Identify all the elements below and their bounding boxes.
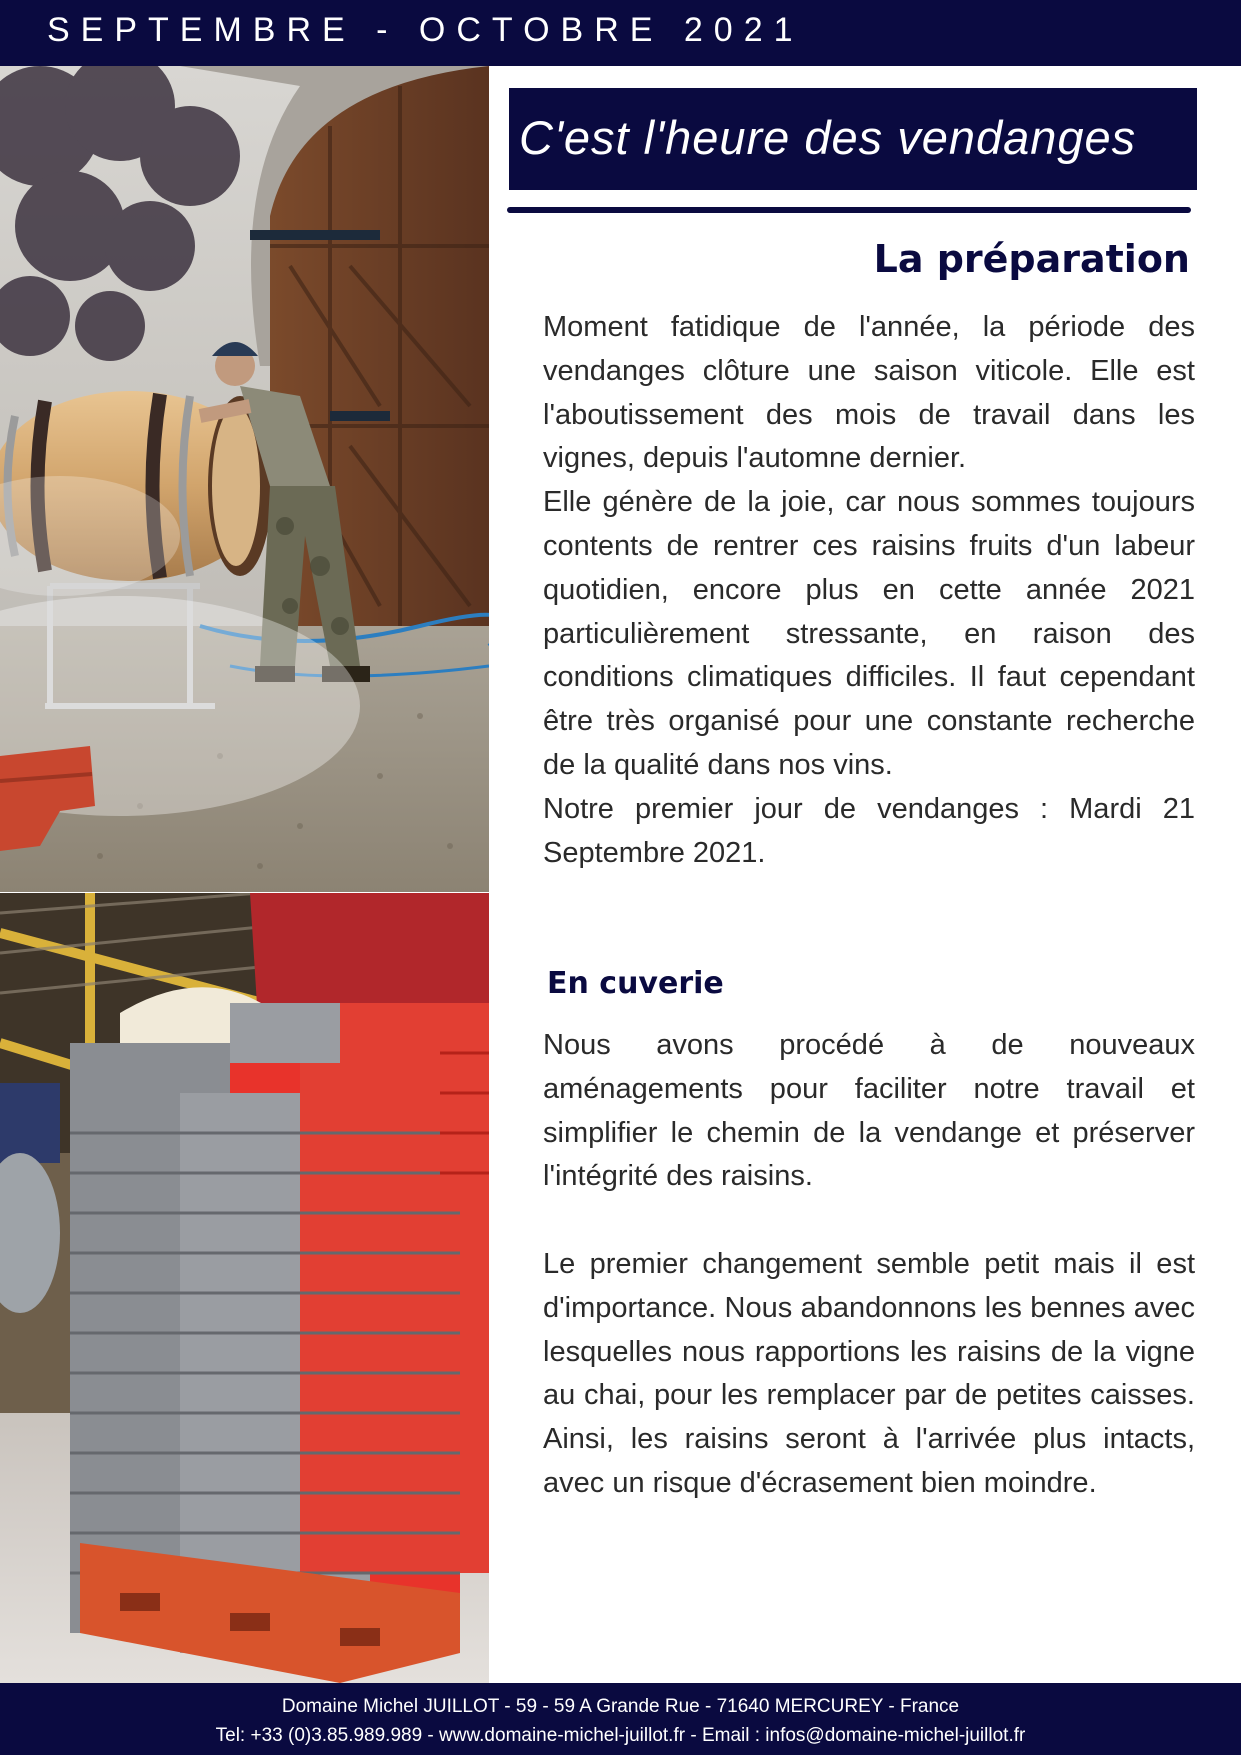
footer-contact <box>0 1683 1241 1755</box>
section-preparation-body <box>543 306 1195 875</box>
section-heading-preparation: La préparation <box>873 237 1190 281</box>
paragraph: Notre premier jour de vendanges : Mardi 21 Septembre 2021. <box>543 792 1195 869</box>
harvest-crates-illustration <box>0 893 489 1683</box>
article-title-box <box>509 88 1197 190</box>
title-divider <box>507 207 1191 213</box>
issue-date: SEPTEMBRE - OCTOBRE 2021 <box>47 11 804 49</box>
section-cuverie-intro <box>543 1024 1195 1199</box>
article-title: C'est l'heure des vendanges <box>519 111 1137 164</box>
top-banner <box>0 0 1241 66</box>
paragraph: Elle génère de la joie, car nous sommes toujours contents de rentrer ces raisins fruits d'un labeur quotidien, encore plus en cette année 2021 particulièrement stressante, en raison des conditions climatiques difficiles. Il faut cependant être très organisé pour une constante recherche de la qualité dans nos vins. <box>543 486 1195 781</box>
section-cuverie-body <box>543 1243 1195 1506</box>
photo-barrel-cleaning <box>0 66 489 892</box>
section-heading-cuverie: En cuverie <box>547 966 724 1001</box>
paragraph: Nous avons procédé à de nouveaux aménagements pour faciliter notre travail et simplifier le chemin de la vendange et préserver l'intégrité des raisins. <box>543 1029 1195 1193</box>
paragraph: Le premier changement semble petit mais il est d'importance. Nous abandonnons les bennes avec lesquelles nous rapportions les raisins de la vigne au chai, pour les remplacer par de petites caisses. Ainsi, les raisins seront à l'arrivée plus intacts, avec un risque d'écrasement bien moindre. <box>543 1248 1195 1499</box>
barrel-cleaning-illustration <box>0 66 489 892</box>
footer-contact-details: Tel: +33 (0)3.85.989.989 - www.domaine-michel-juillot.fr - Email : infos@domaine-michel-juillot.fr <box>215 1725 1026 1746</box>
paragraph: Moment fatidique de l'année, la période des vendanges clôture une saison viticole. Elle est l'aboutissement des mois de travail dans les vignes, depuis l'automne dernier. <box>543 311 1195 475</box>
photo-harvest-crates <box>0 893 489 1683</box>
footer-address: Domaine Michel JUILLOT - 59 - 59 A Grande Rue - 71640 MERCUREY - France <box>281 1696 960 1717</box>
